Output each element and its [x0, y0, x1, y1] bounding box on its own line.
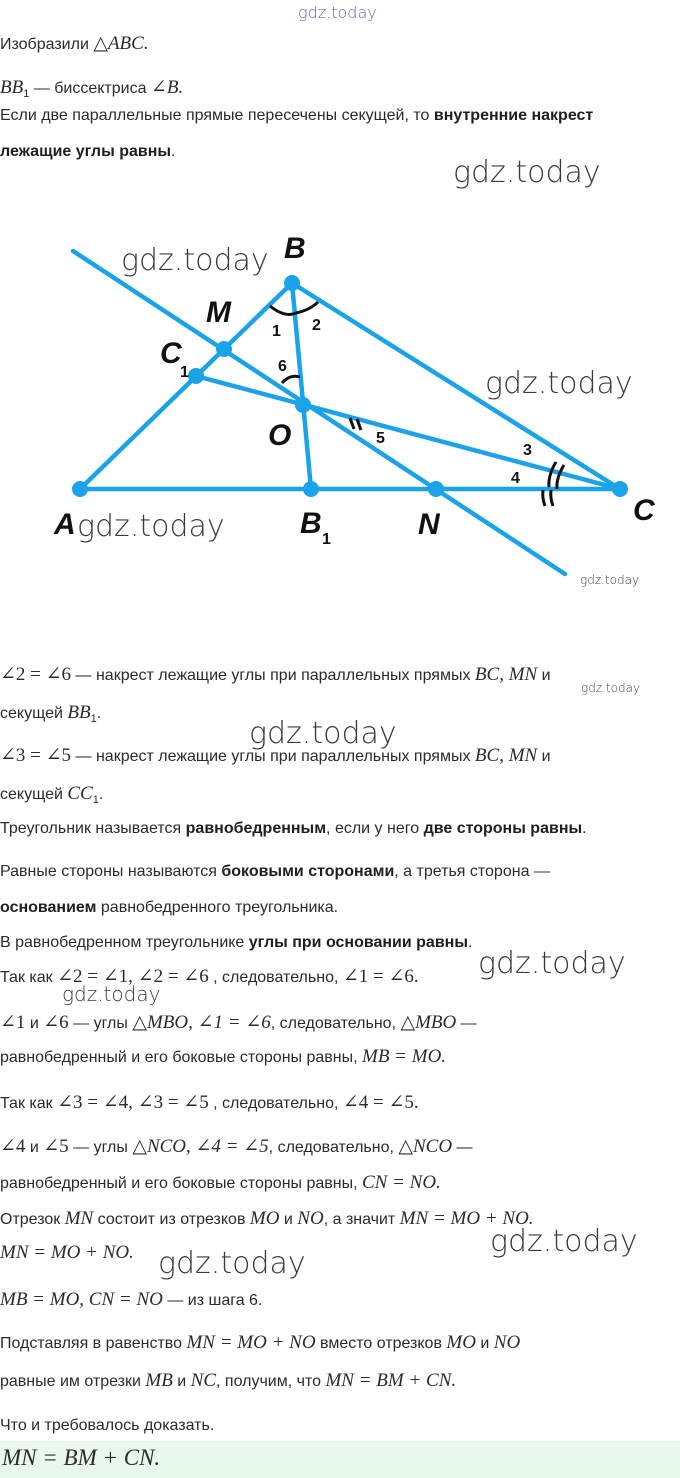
- text-line-7: ∠3 = ∠5 — накрест лежащие углы при параллельных прямых BC, MN и: [0, 745, 551, 766]
- watermark: gdz.today: [453, 155, 601, 190]
- label-a: A: [54, 508, 76, 541]
- point-b1: [303, 481, 319, 497]
- text-line-5: ∠2 = ∠6 — накрест лежащие углы при параллельных прямых BC, MN и: [0, 664, 551, 685]
- text-line-17: ∠4 и ∠5 — углы △NCO, ∠4 = ∠5, следовательно, △NCO —: [0, 1136, 473, 1157]
- watermark: gdz.today: [158, 1246, 306, 1281]
- point-b: [284, 275, 300, 291]
- label-angle-4: 4: [511, 470, 520, 487]
- point-m: [216, 341, 232, 357]
- text-line-1: Изобразили △ABC.: [0, 33, 149, 54]
- answer-text: MN = BM + CN.: [2, 1445, 161, 1470]
- watermark: gdz.today: [490, 1224, 638, 1259]
- point-o: [295, 397, 311, 413]
- watermark-top: gdz.today: [298, 3, 377, 22]
- text-line-6: секущей $BB_1$.: [0, 702, 102, 726]
- watermark: gdz.today: [485, 366, 633, 401]
- text-line-16: Так как ∠3 = ∠4, ∠3 = ∠5 , следовательно, ∠4 = ∠5.: [0, 1092, 419, 1113]
- watermark-small: gdz.today: [581, 681, 641, 695]
- text-line-18: равнобедренный и его боковые стороны равны, CN = NO.: [0, 1172, 441, 1193]
- label-m: M: [206, 296, 231, 329]
- geometry-figure: [0, 230, 680, 610]
- label-angle-2: 2: [312, 317, 321, 334]
- watermark: gdz.today: [478, 946, 626, 981]
- label-n: N: [418, 508, 440, 541]
- label-angle-6: 6: [278, 358, 287, 375]
- text-line-19: Отрезок MN состоит из отрезков MO и NO, а значит MN = MO + NO.: [0, 1208, 534, 1229]
- text-line-12: В равнобедренном треугольнике углы при основании равны.: [0, 934, 473, 951]
- point-a: [72, 481, 88, 497]
- watermark: gdz.today: [77, 509, 225, 544]
- label-angle-3: 3: [523, 442, 532, 459]
- answer-box: [0, 1441, 680, 1478]
- text-line-14: ∠1 и ∠6 — углы △MBO, ∠1 = ∠6, следовательно, △MBO —: [0, 1012, 477, 1033]
- arc-angle-6: [282, 376, 300, 383]
- label-angle-1: 1: [272, 323, 281, 340]
- segment-ab: [80, 283, 292, 489]
- watermark-small: gdz.today: [580, 573, 640, 587]
- text-line-8: секущей $CC_1$.: [0, 783, 104, 807]
- text-line-23: равные им отрезки MB и NC, получим, что MN = BM + CN.: [0, 1370, 457, 1391]
- label-c1-sub: 1: [180, 364, 189, 381]
- figure-watermarks: [77, 243, 639, 587]
- text-line-3: Если две параллельные прямые пересечены секущей, то внутренние накрест: [0, 107, 594, 124]
- text-line-4: лежащие углы равны.: [0, 143, 176, 160]
- text-line-10: Равные стороны называются боковыми сторонами, а третья сторона —: [0, 863, 550, 880]
- watermark: gdz.today: [249, 716, 397, 751]
- text-line-2: $BB_1$ — биссектриса ∠B.: [0, 77, 184, 101]
- text-line-11: основанием равнобедренного треугольника.: [0, 899, 339, 916]
- text-line-22: Подставляя в равенство MN = MO + NO вместо отрезков MO и NO: [0, 1332, 521, 1353]
- label-b1: B: [300, 507, 322, 540]
- text-line-13: Так как ∠2 = ∠1, ∠2 = ∠6 , следовательно, ∠1 = ∠6.: [0, 966, 419, 987]
- label-c: C: [633, 494, 655, 527]
- point-n: [428, 481, 444, 497]
- arc-angle-3: [549, 462, 556, 487]
- label-b1-sub: 1: [322, 531, 331, 548]
- text-line-15: равнобедренный и его боковые стороны равны, MB = MO.: [0, 1046, 447, 1067]
- arc-angle-2: [296, 302, 318, 313]
- label-o: O: [268, 419, 292, 452]
- text-line-24: Что и требовалось доказать.: [0, 1417, 215, 1434]
- watermark: gdz.today: [62, 982, 161, 1006]
- arc-angle-3b: [557, 465, 564, 489]
- label-c1: C: [160, 337, 182, 370]
- label-b: B: [284, 232, 306, 265]
- arc-angle-4b: [551, 490, 553, 506]
- point-c: [612, 481, 628, 497]
- text-line-21: MB = MO, CN = NO — из шага 6.: [0, 1289, 263, 1310]
- text-line-20: MN = MO + NO.: [0, 1242, 134, 1263]
- label-angle-5: 5: [376, 430, 385, 447]
- point-c1: [188, 368, 204, 384]
- text-line-9: Треугольник называется равнобедренным, если у него две стороны равны.: [0, 820, 587, 837]
- arc-angle-4: [543, 490, 545, 506]
- watermark: gdz.today: [121, 243, 269, 278]
